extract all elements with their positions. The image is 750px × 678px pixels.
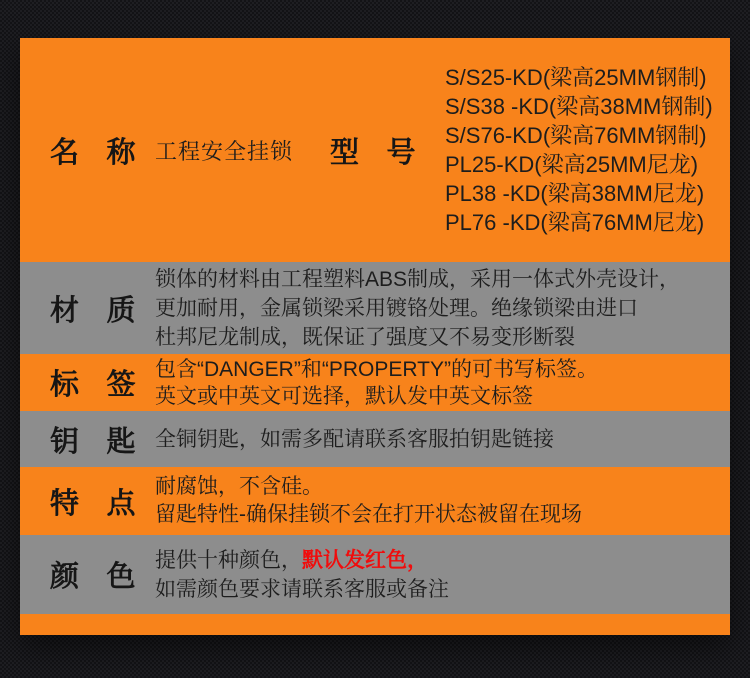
tag-label: 标签 bbox=[50, 369, 164, 401]
color-label: 颜色 bbox=[50, 561, 164, 593]
color-text bbox=[155, 546, 449, 604]
material-line: 杜邦尼龙制成，既保证了强度又不易变形断裂 bbox=[155, 325, 575, 349]
model-item: PL76 -KD(梁高76MM尼龙) bbox=[445, 210, 705, 235]
spec-row-color bbox=[20, 535, 730, 614]
model-item: PL25-KD(梁高25MM尼龙) bbox=[445, 152, 699, 177]
feature-text bbox=[155, 473, 582, 529]
material-label: 材质 bbox=[50, 294, 164, 327]
model-item: S/S76-KD(梁高76MM钢制) bbox=[445, 123, 707, 148]
name-label: 名称 bbox=[50, 136, 164, 169]
product-name-value: 工程安全挂锁 bbox=[155, 138, 294, 164]
color-default-highlight: 默认发红色， bbox=[302, 548, 428, 572]
spec-row-name-model bbox=[20, 38, 730, 262]
material-line: 锁体的材料由工程塑料ABS制成，采用一体式外壳设计， bbox=[155, 267, 681, 291]
feature-label: 特点 bbox=[50, 487, 164, 520]
material-text bbox=[155, 265, 680, 352]
footer-orange-strip bbox=[20, 614, 730, 635]
spec-row-material bbox=[20, 262, 730, 354]
color-line-1 bbox=[155, 546, 449, 575]
key-text: 全铜钥匙，如需多配请联系客服拍钥匙链接 bbox=[155, 427, 554, 451]
model-label: 型号 bbox=[330, 136, 444, 169]
spec-row-tag bbox=[20, 354, 730, 411]
model-item: PL38 -KD(梁高38MM尼龙) bbox=[445, 181, 705, 206]
spec-row-feature bbox=[20, 467, 730, 535]
key-label: 钥匙 bbox=[50, 425, 164, 458]
color-line-1-default: 提供十种颜色， bbox=[155, 548, 302, 572]
color-line-2: 如需颜色要求请联系客服或备注 bbox=[155, 577, 449, 601]
feature-line: 留匙特性-确保挂锁不会在打开状态被留在现场 bbox=[155, 503, 582, 526]
tag-line: 英文或中英文可选择，默认发中英文标签 bbox=[155, 384, 533, 408]
spec-row-key bbox=[20, 411, 730, 467]
model-item: S/S38 -KD(梁高38MM钢制) bbox=[445, 94, 713, 119]
tag-line: 包含“DANGER”和“PROPERTY”的可书写标签。 bbox=[155, 357, 598, 381]
material-line: 更加耐用，金属锁梁采用镀铬处理。绝缘锁梁由进口 bbox=[155, 296, 638, 320]
model-item: S/S25-KD(梁高25MM钢制) bbox=[445, 65, 707, 90]
feature-line: 耐腐蚀，不含硅。 bbox=[155, 475, 323, 498]
product-spec-table bbox=[20, 38, 730, 635]
tag-text bbox=[155, 356, 598, 410]
model-list bbox=[445, 63, 713, 237]
